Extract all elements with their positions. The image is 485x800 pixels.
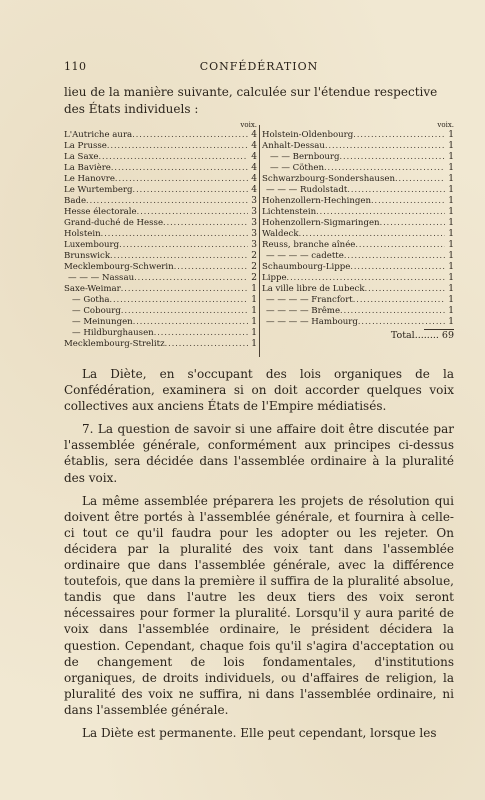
vote-row <box>262 195 454 206</box>
vote-count: 1 <box>448 229 454 239</box>
total-value: 69 <box>441 330 454 341</box>
state-name: — Meinungen <box>72 317 133 327</box>
dot-leader <box>165 338 249 349</box>
dot-leader <box>101 228 249 239</box>
vote-row <box>64 184 257 195</box>
state-name: Reuss, branche aînée <box>262 240 356 250</box>
vote-count: 1 <box>448 218 454 228</box>
dot-leader <box>371 195 445 206</box>
dot-leader <box>353 129 445 140</box>
paragraph: La Diète, en s'occupant des lois organiques de la Confédération, examinera si on doit accorder quelques voix collectives aux anciens États de l'Empire médiatisés. <box>64 367 454 414</box>
state-name: Schaumbourg-Lippe <box>262 262 351 272</box>
vote-count: 1 <box>251 295 257 305</box>
state-name: Holstein <box>64 229 101 239</box>
state-name: — Gotha <box>72 295 110 305</box>
vote-row <box>262 261 454 272</box>
vote-row <box>262 228 454 239</box>
state-name: Schwarzbourg-Sondershausen <box>262 174 395 184</box>
dot-leader <box>119 239 248 250</box>
vote-count: 4 <box>251 163 257 173</box>
column-header: voix. <box>240 121 257 129</box>
page-header <box>64 60 454 74</box>
dot-leader <box>133 184 249 195</box>
vote-row <box>262 173 454 184</box>
total-label: Total <box>390 330 415 341</box>
dot-leader <box>107 140 248 151</box>
dot-leader <box>115 173 248 184</box>
dot-leader <box>344 250 445 261</box>
vote-row <box>64 283 257 294</box>
state-name: — — Bernbourg <box>270 152 340 162</box>
dot-leader <box>324 162 445 173</box>
state-name: L'Autriche aura <box>64 130 133 140</box>
state-name: La Prusse <box>64 141 107 151</box>
dot-leader <box>353 294 446 305</box>
total-row <box>262 330 454 342</box>
vote-count: 3 <box>251 240 257 250</box>
vote-row <box>262 140 454 151</box>
vote-count: 3 <box>251 218 257 228</box>
vote-row <box>262 283 454 294</box>
body-text <box>64 366 454 748</box>
vote-row <box>262 162 454 173</box>
state-name: — — — — Francfort <box>266 295 353 305</box>
vote-row <box>64 151 257 162</box>
vote-count: 2 <box>251 262 257 272</box>
vote-row <box>262 316 454 327</box>
dot-leader <box>358 316 445 327</box>
vote-row <box>64 217 257 228</box>
state-name: La Saxe <box>64 152 99 162</box>
state-name: Lichtenstein <box>262 207 317 217</box>
vote-count: 1 <box>251 328 257 338</box>
dot-leader <box>111 162 248 173</box>
state-name: Grand-duché de Hesse <box>64 218 164 228</box>
dot-leader <box>350 261 445 272</box>
vote-row <box>64 250 257 261</box>
state-name: Mecklembourg-Strelitz <box>64 339 165 349</box>
state-name: La Bavière <box>64 163 111 173</box>
dot-leader <box>299 228 446 239</box>
vote-count: 3 <box>251 229 257 239</box>
total-leader: ........ <box>414 330 442 341</box>
vote-row <box>64 173 257 184</box>
state-name: Hohenzollern-Sigmaringen <box>262 218 380 228</box>
vote-row <box>262 129 454 140</box>
state-name: — — — Nassau <box>68 273 135 283</box>
vote-count: 1 <box>448 185 454 195</box>
vote-row <box>262 305 454 316</box>
vote-count: 1 <box>448 207 454 217</box>
dot-leader <box>355 239 445 250</box>
dot-leader <box>395 173 445 184</box>
vote-row <box>64 140 257 151</box>
dot-leader <box>340 305 445 316</box>
state-name: — Hildburghausen <box>72 328 154 338</box>
paragraph: La Diète est permanente. Elle peut cependant, lorsque les <box>82 725 437 740</box>
page-number: 110 <box>64 60 87 73</box>
vote-count: 2 <box>251 273 257 283</box>
vote-column-left <box>64 121 257 349</box>
vote-row <box>64 338 257 349</box>
dot-leader <box>380 217 446 228</box>
state-name: — Cobourg <box>72 306 121 316</box>
vote-count: 2 <box>251 251 257 261</box>
state-name: — — — Rudolstadt <box>266 185 348 195</box>
state-name: — — — — Brême <box>266 306 341 316</box>
vote-count: 1 <box>448 163 454 173</box>
dot-leader <box>365 283 446 294</box>
dot-leader <box>163 217 248 228</box>
vote-count: 1 <box>448 130 454 140</box>
state-name: Anhalt-Dessau <box>262 141 325 151</box>
vote-row <box>64 272 257 283</box>
vote-count: 1 <box>448 273 454 283</box>
vote-count: 1 <box>448 251 454 261</box>
dot-leader <box>316 206 445 217</box>
state-name: Le Hanovre <box>64 174 115 184</box>
vote-row <box>64 228 257 239</box>
dot-leader <box>109 294 248 305</box>
state-name: La ville libre de Lubeck <box>262 284 365 294</box>
state-name: Holstein-Oldenbourg <box>262 130 354 140</box>
dot-leader <box>154 327 249 338</box>
vote-table <box>64 121 454 357</box>
dot-leader <box>110 250 248 261</box>
vote-count: 1 <box>448 240 454 250</box>
dot-leader <box>121 283 249 294</box>
vote-row <box>64 162 257 173</box>
vote-count: 1 <box>251 306 257 316</box>
vote-row <box>64 129 257 140</box>
column-header: voix. <box>437 121 454 129</box>
state-name: — — Cöthen <box>270 163 325 173</box>
vote-row <box>262 206 454 217</box>
vote-count: 1 <box>251 284 257 294</box>
vote-row <box>64 294 257 305</box>
paragraph: La même assemblée préparera les projets de résolution qui doivent être portés à l'assemblée générale, et fournira à celle-ci tout ce qu'il faudra pour les adopter ou les rejeter. On décidera par la pluralité des voix tant dans l'assemblée ordinaire que dans l'assemblée générale, avec la différence toutefois, que dans la première il suffira de la pluralité absolue, tandis que dans l'autre les deux tiers des voix seront nécessaires pour former la pluralité. Lorsqu'il y aura parité de voix dans l'assemblée ordinaire, le président décidera la question. Cependant, chaque fois qu'il s'agira d'acceptation ou de changement de lois fondamentales, d'institutions organiques, de droits individuels, ou d'affaires de religion, la pluralité des voix ne suffira, ni dans l'assemblée ordinaire, ni dans l'assemblée générale. <box>64 493 454 717</box>
vote-row <box>64 327 257 338</box>
state-name: Mecklembourg-Schwerin <box>64 262 174 272</box>
vote-count: 4 <box>251 130 257 140</box>
vote-row <box>64 206 257 217</box>
vote-count: 1 <box>448 295 454 305</box>
state-name: Bade <box>64 196 87 206</box>
state-name: — — — — cadette <box>266 251 344 261</box>
vote-row <box>262 250 454 261</box>
state-name: Luxembourg <box>64 240 120 250</box>
dot-leader <box>287 272 446 283</box>
dot-leader <box>133 316 249 327</box>
state-name: Hesse électorale <box>64 207 137 217</box>
vote-row <box>64 239 257 250</box>
vote-count: 1 <box>448 317 454 327</box>
dot-leader <box>174 261 249 272</box>
paragraph: 7. La question de savoir si une affaire doit être discutée par l'assemblée générale, conformément aux principes ci-dessus établis, sera décidée dans l'assemblée ordinaire à la pluralité des voix. <box>64 422 454 485</box>
vote-count: 3 <box>251 196 257 206</box>
vote-count: 1 <box>448 196 454 206</box>
state-name: Lippe <box>262 273 287 283</box>
dot-leader <box>121 305 248 316</box>
vote-count: 1 <box>251 317 257 327</box>
vote-row <box>262 217 454 228</box>
vote-count: 4 <box>251 152 257 162</box>
vote-row <box>262 294 454 305</box>
vote-count: 1 <box>448 306 454 316</box>
vote-count: 3 <box>251 207 257 217</box>
vote-count: 1 <box>448 262 454 272</box>
dot-leader <box>347 184 445 195</box>
vote-row <box>262 239 454 250</box>
vote-row <box>262 184 454 195</box>
vote-count: 4 <box>251 141 257 151</box>
state-name: Brunswick <box>64 251 111 261</box>
dot-leader <box>325 140 445 151</box>
vote-column-right <box>262 121 454 342</box>
state-name: Saxe-Weimar <box>64 284 121 294</box>
state-name: Waldeck <box>262 229 299 239</box>
vote-row <box>64 316 257 327</box>
dot-leader <box>340 151 446 162</box>
vote-row <box>262 151 454 162</box>
state-name: Hohenzollern-Hechingen <box>262 196 371 206</box>
vote-count: 1 <box>448 284 454 294</box>
dot-leader <box>137 206 249 217</box>
intro-text: lieu de la manière suivante, calculée sur l'étendue respective des États individuels : <box>64 85 438 116</box>
vote-row <box>262 272 454 283</box>
vote-row <box>64 261 257 272</box>
column-divider <box>259 125 260 357</box>
vote-rows-left <box>64 129 257 349</box>
vote-row <box>64 305 257 316</box>
dot-leader <box>134 272 248 283</box>
vote-rows-right <box>262 129 454 327</box>
state-name: Le Wurtemberg <box>64 185 133 195</box>
vote-count: 1 <box>448 174 454 184</box>
dot-leader <box>99 151 249 162</box>
vote-count: 1 <box>448 152 454 162</box>
vote-row <box>64 195 257 206</box>
state-name: — — — — Hambourg <box>266 317 358 327</box>
vote-count: 1 <box>251 339 257 349</box>
dot-leader <box>132 129 248 140</box>
running-title: CONFÉDÉRATION <box>199 60 319 73</box>
dot-leader <box>86 195 248 206</box>
vote-count: 4 <box>251 185 257 195</box>
vote-count: 1 <box>448 141 454 151</box>
vote-count: 4 <box>251 174 257 184</box>
